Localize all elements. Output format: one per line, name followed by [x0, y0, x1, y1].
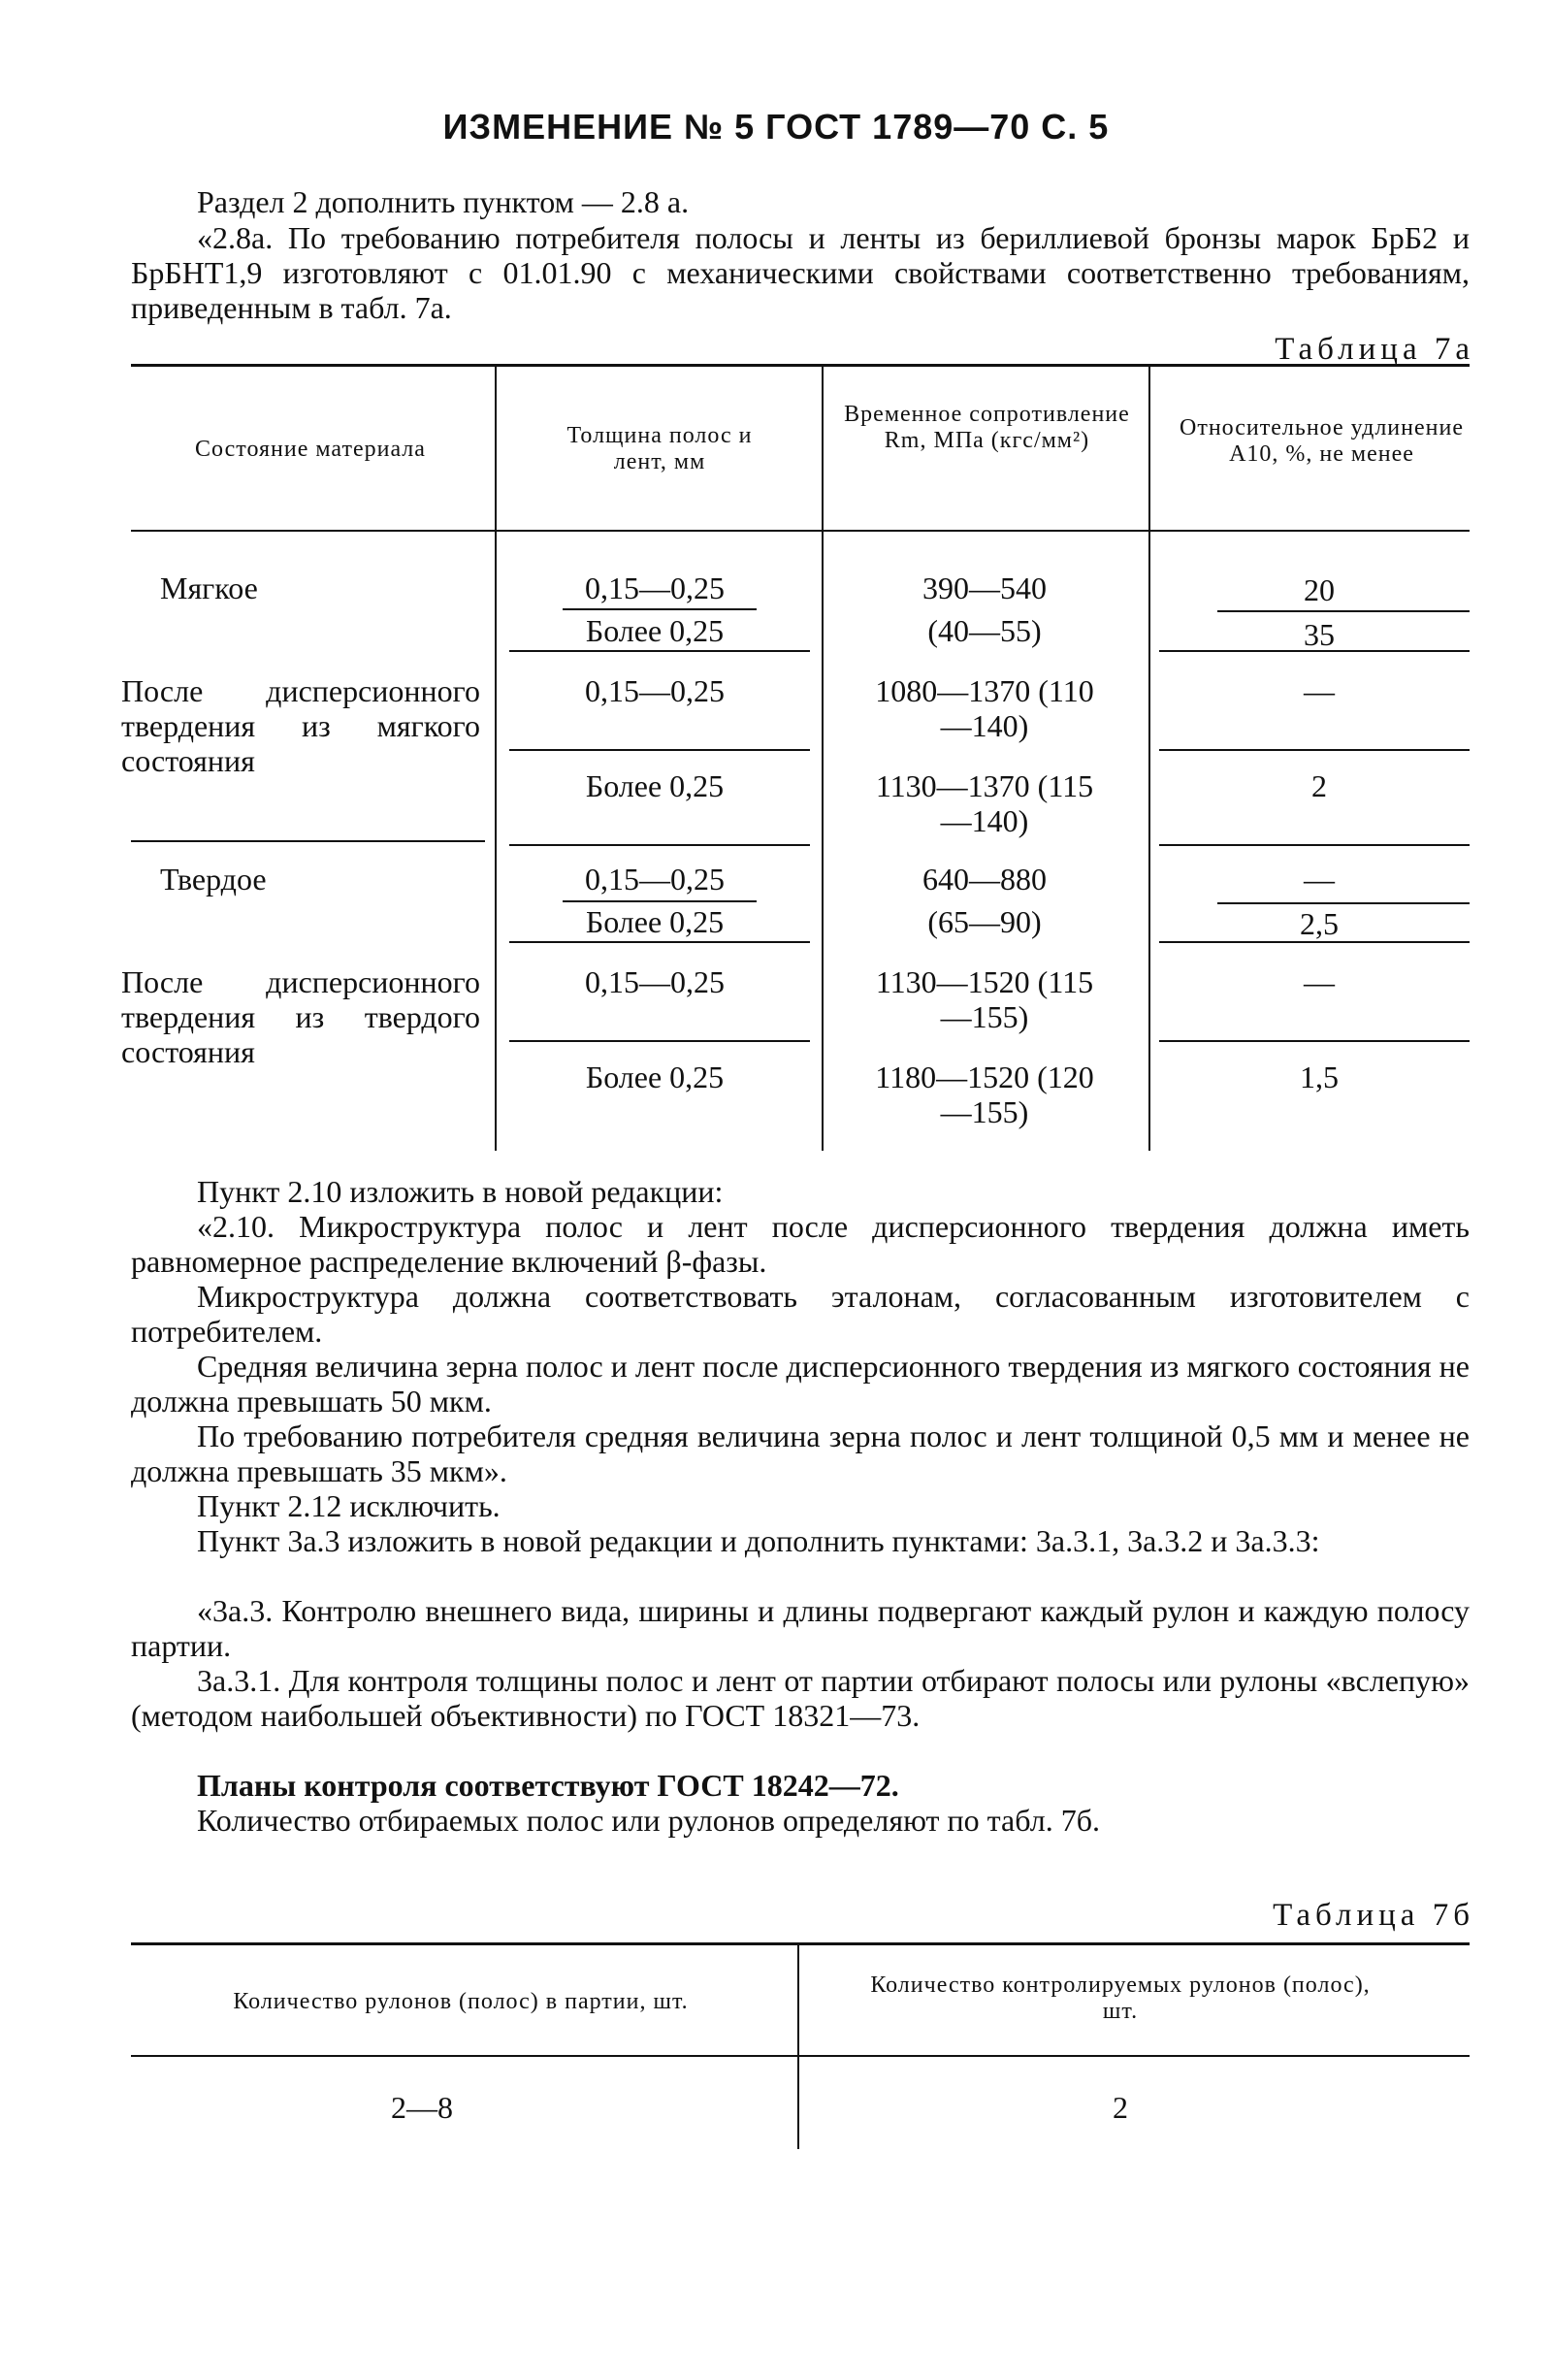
- paragraph-2-10: Пункт 2.10 изложить в новой редакции:: [197, 1174, 724, 1209]
- table-7a-cell-strength: 1180—1520 (120—155): [875, 1060, 1094, 1129]
- table-7a-cell-state: После дисперсионного твердения из твердого состояния: [121, 964, 480, 1069]
- table-7a-cell-thickness: Более 0,25: [585, 904, 725, 939]
- paragraph-microstructure: Микроструктура должна соответствовать эталонам, согласованным изготовителем с потребителем.: [131, 1279, 1470, 1349]
- table-7a-cell-strength: 1080—1370 (110—140): [875, 673, 1094, 743]
- table-7a-inner-rule: [509, 749, 810, 751]
- table-7a-cell-strength: (40—55): [927, 613, 1042, 648]
- table-7a-cell-state: Твердое: [160, 862, 267, 897]
- table-7a-cell-strength: 1130—1520 (115—155): [875, 964, 1094, 1034]
- table-7a-cell-thickness: Более 0,25: [585, 1060, 725, 1094]
- table-7a-cell-strength: 1130—1370 (115—140): [875, 768, 1094, 838]
- table-7a-inner-rule: [509, 1040, 810, 1042]
- paragraph-grain-size-thin: По требованию потребителя средняя величина зерна полос и лент толщиной 0,5 мм и менее не должна превышать 35 мкм».: [131, 1418, 1470, 1488]
- table-7a-cell-thickness: 0,15—0,25: [585, 862, 725, 897]
- table-7a-cell-elongation: 20: [1304, 572, 1335, 607]
- paragraph-3a-3-1: 3а.3.1. Для контроля толщины полос и лент от партии отбирают полосы или рулоны «вслепую» (методом наибольшей объективности) по ГОСТ 18321—73.: [131, 1663, 1470, 1733]
- paragraph-control-plans: Планы контроля соответствуют ГОСТ 18242—72.: [197, 1768, 899, 1803]
- table-7a-cell-elongation: —: [1304, 673, 1335, 708]
- table-7b-caption: Таблица 7б: [1273, 1898, 1474, 1933]
- table-7a-header-elongation: Относительное удлинение A10, %, не менее: [1180, 415, 1464, 467]
- paragraph-2-10-text: «2.10. Микроструктура полос и лент после дисперсионного твердения должна иметь равномерное распределение включений β-фазы.: [131, 1209, 1470, 1279]
- table-7b-header-rule: [131, 2055, 1470, 2057]
- table-7a-cell-thickness: Более 0,25: [585, 768, 725, 803]
- paragraph-3a-3: Пункт 3а.3 изложить в новой редакции и дополнить пунктами: 3а.3.1, 3а.3.2 и 3а.3.3:: [197, 1523, 1320, 1558]
- table-7a-cell-elongation: —: [1304, 964, 1335, 999]
- table-7b-cell-lot: 2—8: [391, 2090, 453, 2125]
- table-7a-row-rule: [1159, 844, 1470, 846]
- paragraph-quantity: Количество отбираемых полос или рулонов определяют по табл. 7б.: [197, 1803, 1100, 1838]
- table-7a-cell-elongation: 2,5: [1300, 906, 1339, 941]
- table-7a-top-rule: [131, 364, 1470, 367]
- table-7a-cell-state: После дисперсионного твердения из мягкого состояния: [121, 673, 480, 778]
- table-7a-row-rule: [509, 650, 810, 652]
- paragraph-3a-3-text: «3а.3. Контролю внешнего вида, ширины и длины подвергают каждый рулон и каждую полосу партии.: [131, 1593, 1470, 1663]
- table-7a-header-strength: Временное сопротивление Rm, МПа (кгс/мм²): [844, 402, 1130, 453]
- table-7a-cell-elongation: 2: [1311, 768, 1327, 803]
- table-7b-col-divider: [797, 1945, 799, 2149]
- table-7b-cell-controlled: 2: [1113, 2090, 1128, 2125]
- table-7a-cell-strength: 390—540: [922, 571, 1047, 605]
- table-7b-header-lot: Количество рулонов (полос) в партии, шт.: [233, 1989, 689, 2014]
- table-7a-col-divider-3: [1148, 367, 1150, 1151]
- table-7a-col-divider-2: [822, 367, 824, 1151]
- table-7a-col-divider-1: [495, 367, 497, 1151]
- table-7a-cell-elongation: —: [1304, 862, 1335, 897]
- paragraph-section-2: Раздел 2 дополнить пунктом — 2.8 а.: [197, 184, 690, 219]
- table-7a-inner-rule: [1159, 749, 1470, 751]
- table-7a-cell-strength: (65—90): [927, 904, 1042, 939]
- table-7a-header-rule: [131, 530, 1470, 532]
- table-7b-top-rule: [131, 1942, 1470, 1945]
- table-7a-cell-elongation: 35: [1304, 617, 1335, 652]
- paragraph-2-8a: «2.8а. По требованию потребителя полосы и ленты из бериллиевой бронзы марок БрБ2 и БрБНТ1,9 изготовляют с 01.01.90 с механическими свойствами соответственно требованиям, приведенным в табл. 7а.: [131, 220, 1470, 325]
- table-7a-header-thickness: Толщина полос и лент, мм: [566, 423, 753, 474]
- table-7a-inner-rule: [1159, 1040, 1470, 1042]
- table-7a-row-rule: [509, 941, 810, 943]
- table-7a-inner-rule: [1217, 610, 1470, 612]
- table-7a-caption: Таблица 7а: [1275, 332, 1474, 367]
- table-7a-cell-elongation: 1,5: [1300, 1060, 1339, 1094]
- table-7a-row-rule: [131, 840, 485, 842]
- table-7a-cell-thickness: Более 0,25: [585, 613, 725, 648]
- table-7a-cell-strength: 640—880: [922, 862, 1047, 897]
- table-7a-inner-rule: [563, 608, 757, 610]
- table-7a-inner-rule: [563, 900, 757, 902]
- table-7a-row-rule: [1159, 941, 1470, 943]
- table-7b-header-controlled: Количество контролируемых рулонов (полос), шт.: [870, 1972, 1371, 2024]
- table-7a-row-rule: [509, 844, 810, 846]
- page-header: ИЗМЕНЕНИЕ № 5 ГОСТ 1789—70 С. 5: [442, 107, 1110, 147]
- paragraph-grain-size: Средняя величина зерна полос и лент после дисперсионного твердения из мягкого состояния не должна превышать 50 мкм.: [131, 1349, 1470, 1418]
- table-7a-inner-rule: [1217, 902, 1470, 904]
- table-7a-cell-thickness: 0,15—0,25: [585, 964, 725, 999]
- table-7a-row-rule: [1159, 650, 1470, 652]
- paragraph-2-12: Пункт 2.12 исключить.: [197, 1488, 501, 1523]
- table-7a-cell-thickness: 0,15—0,25: [585, 571, 725, 605]
- table-7a-cell-state: Мягкое: [160, 571, 258, 605]
- table-7a-cell-thickness: 0,15—0,25: [585, 673, 725, 708]
- table-7a-header-state: Состояние материала: [195, 437, 426, 462]
